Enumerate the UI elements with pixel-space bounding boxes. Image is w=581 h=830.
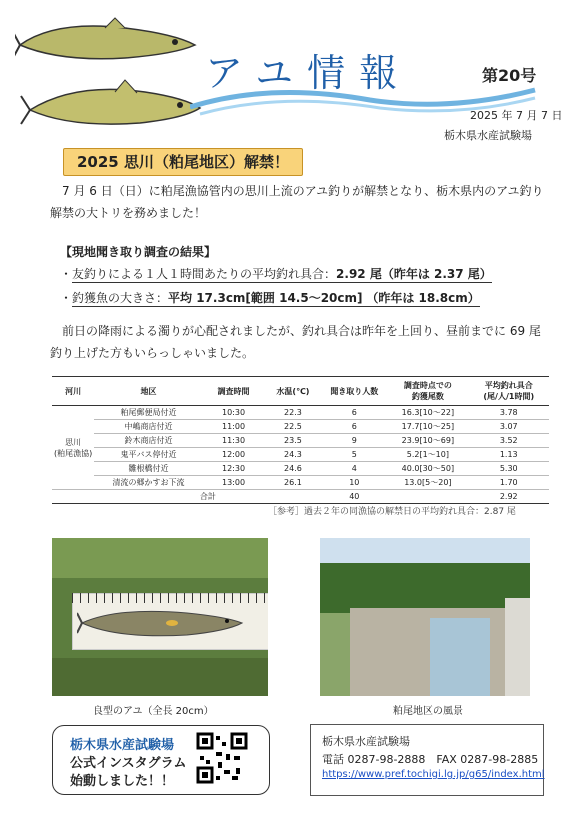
table-cell: 9 [321,434,387,448]
bullet-fish-size: ・釣獲魚の大きさ：平均 17.3cm[範囲 14.5～20cm] （昨年は 18.8cm） [60,291,480,305]
river-photo [320,538,530,696]
table-cell: 11:00 [203,420,265,434]
contact-phone: 電話 0287-98-2888 FAX 0287-98-2885 [322,753,539,766]
intro-line: 7 月 6 日（日）に粕尾漁協管内の思川上流のアユ釣りが解禁となり、栃木県内のアユ釣り [62,184,544,198]
table-cell: 23.5 [264,434,321,448]
table-cell: 12:30 [203,462,265,476]
col-temp: 水温(℃) [264,377,321,406]
intro-line: 解禁の大トリを務めました！ [50,206,207,220]
table-cell: 3.07 [468,420,549,434]
table-cell: 5.2[1～10] [387,448,468,462]
headline: 2025 思川（粕尾地区）解禁！ [63,148,303,176]
col-avg: 平均釣れ具合 (尾/人/1時間) [468,377,549,406]
fish-icon [15,18,195,59]
table-cell: 24.3 [264,448,321,462]
instagram-org: 栃木県水産試験場 [70,738,175,753]
table-cell: 22.5 [264,420,321,434]
river-cell: 思川 (粕尾漁協) [52,406,94,490]
table-cell: 10 [321,476,387,490]
table-cell: 4 [321,462,387,476]
table-row [52,476,549,490]
col-people: 聞き取り人数 [321,377,387,406]
col-area: 地区 [94,377,202,406]
table-cell: 40.0[30～50] [387,462,468,476]
col-catch: 調査時点での 釣獲尾数 [387,377,468,406]
intro-paragraph [50,180,550,224]
newsletter-title: アユ情報 [205,51,412,95]
river-caption: 粕尾地区の風景 [393,706,463,717]
table-cell: 26.1 [264,476,321,490]
table-cell: 10:30 [203,406,265,420]
bullet-label: 釣獲魚の大きさ： [72,291,169,305]
table-cell: 22.3 [264,406,321,420]
col-time: 調査時間 [203,377,265,406]
fish-caption: 良型のアユ（全長 20cm） [93,706,214,717]
bullet-prev: （昨年は 2.37 尾） [381,267,492,281]
table-header-row [52,377,549,406]
table-cell: 清流の郷かすお下流 [94,476,202,490]
contact-url-link[interactable]: https://www.pref.tochigi.lg.jp/g65/index.html [322,769,545,780]
issue-number: 第20号 [482,66,537,85]
publisher: 栃木県水産試験場 [444,129,532,142]
fish-icon [77,603,247,643]
table-cell: 3.78 [468,406,549,420]
table-cell: 24.6 [264,462,321,476]
fish-photo [52,538,268,696]
bullet-value: 平均 17.3cm[範囲 14.5～20cm] [168,291,363,305]
total-label: 合計 [94,490,321,504]
table-cell: 13:00 [203,476,265,490]
bullet-label: 友釣りによる１人１時間あたりの平均釣れ具合： [72,267,337,281]
table-cell: 鬼平バス停付近 [94,448,202,462]
bullet-avg-catch: ・友釣りによる１人１時間あたりの平均釣れ具合：2.92 尾（昨年は 2.37 尾） [60,267,492,281]
summary-line: 前日の降雨による濁りが心配されましたが、釣れ具合は昨年を上回り、昼前までに 69 尾 [62,324,541,338]
survey-table [52,376,549,504]
table-cell: 16.3[10～22] [387,406,468,420]
issue-date: 2025 年 7 月 7 日 [470,109,563,122]
table-row [52,406,549,420]
reference-note: ［参考］過去２年の同漁協の解禁日の平均釣れ具合：2.87 尾 [268,507,516,517]
table-cell: 雛根橋付近 [94,462,202,476]
table-cell: 12:00 [203,448,265,462]
table-cell: 1.13 [468,448,549,462]
table-cell: 鈴木商店付近 [94,434,202,448]
table-cell: 1.70 [468,476,549,490]
ayu-illustration [15,10,205,150]
table-cell: 3.52 [468,434,549,448]
survey-heading: 【現地聞き取り調査の結果】 [60,245,217,259]
table-cell: 6 [321,420,387,434]
table-row [52,434,549,448]
table-cell: 17.7[10～25] [387,420,468,434]
total-avg: 2.92 [468,490,549,504]
table-cell: 中嶋商店付近 [94,420,202,434]
table-cell: 5 [321,448,387,462]
bullet-prev: （昨年は 18.8cm） [366,291,480,305]
total-people: 40 [321,490,387,504]
instagram-line: 公式インスタグラム [70,756,187,771]
table-cell: 23.9[10～69] [387,434,468,448]
qr-code-icon[interactable] [196,732,248,784]
bullet-value: 2.92 尾 [336,267,382,281]
col-river: 河川 [52,377,94,406]
table-total-row [52,490,549,504]
contact-name: 栃木県水産試験場 [322,735,410,748]
summary-paragraph [50,320,550,364]
table-row [52,420,549,434]
instagram-line: 始動しました！！ [70,774,175,789]
table-cell: 6 [321,406,387,420]
table-cell: 13.0[5～20] [387,476,468,490]
summary-line: 釣り上げた方もいらっしゃいました。 [50,346,255,360]
fish-icon [21,80,200,124]
table-cell: 11:30 [203,434,265,448]
table-row [52,448,549,462]
table-row [52,462,549,476]
table-cell: 粕尾郵便局付近 [94,406,202,420]
table-cell: 5.30 [468,462,549,476]
